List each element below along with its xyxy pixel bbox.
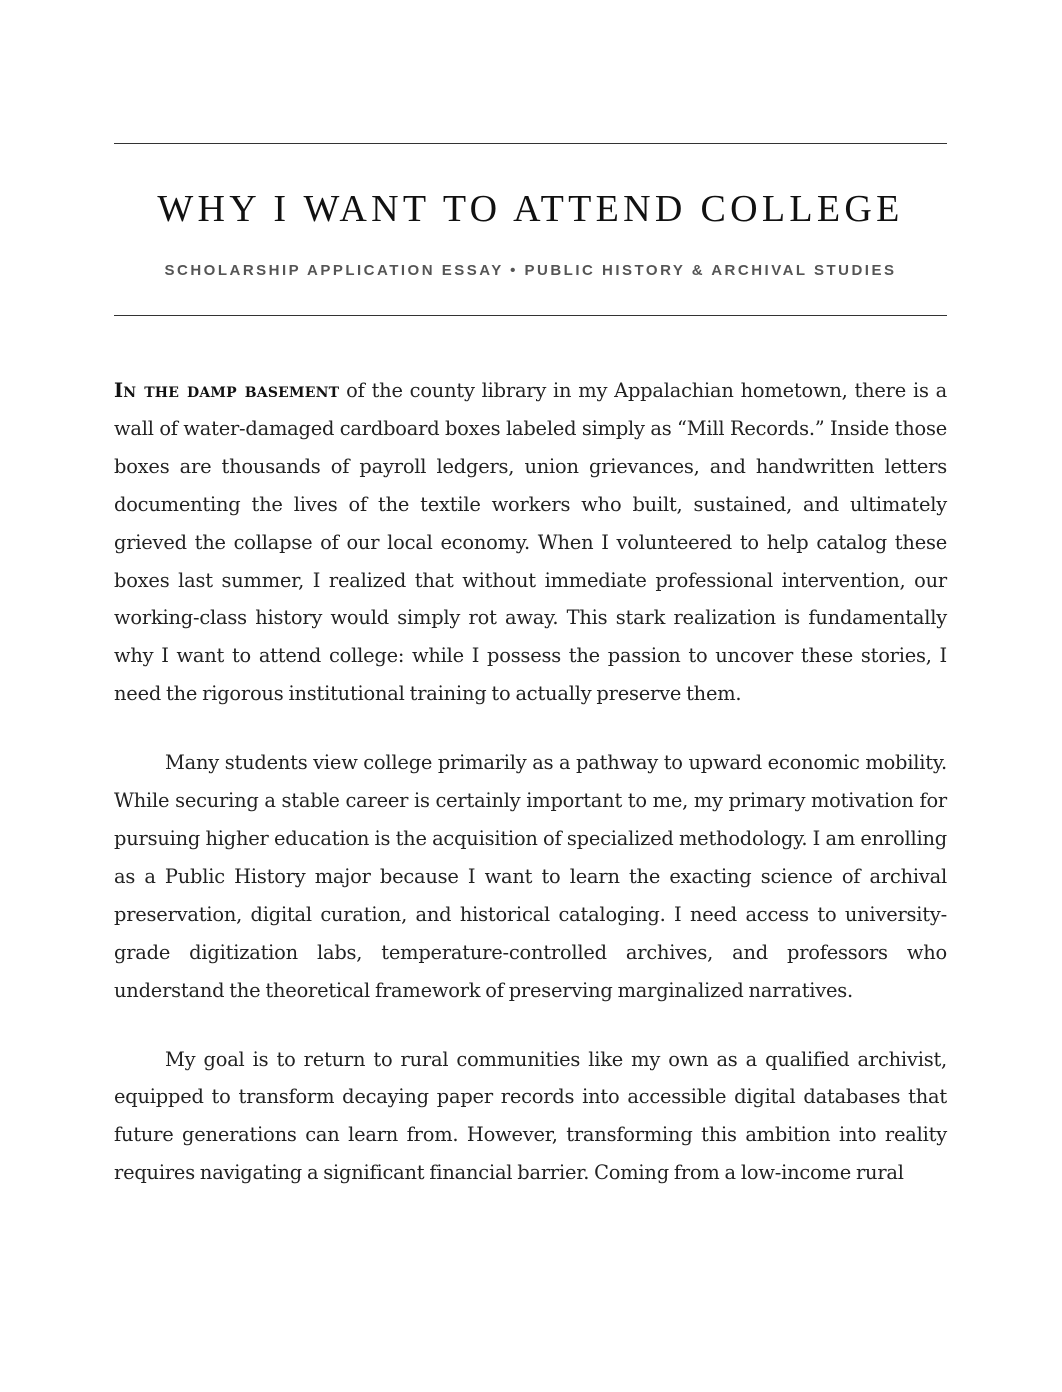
paragraph-2: Many students view college primarily as a pathway to upward economic mobility. While securing a stable career is certainly important to me, my primary motivation for pursuing higher education is the acquisition of specialized methodology. I am enrolling as a Public History major because I want to learn the exacting science of archival preservation, digital curation, and historical cataloging. I need access to university-grade digitization labs, temperature-controlled archives, and professors who understand the theoretical framework of preserving marginalized narratives. [114, 751, 947, 1002]
paragraph-1-lead-in: In the damp basement [114, 379, 340, 402]
header-top-rule [114, 143, 947, 144]
paragraph-3: My goal is to return to rural communities like my own as a qualified archivist, equipped to transform decaying paper records into accessible digital databases that future generations can learn from. However, transforming this ambition into reality requires navigating a significant financial barrier. Coming from a low-income rural [114, 1047, 947, 1185]
paragraph-1 [114, 372, 947, 713]
essay-body [114, 372, 947, 1223]
header-bottom-rule [114, 315, 947, 316]
paragraph-1-text: of the county library in my Appalachian hometown, there is a wall of water-damaged cardboard boxes labeled simply as “Mill Records.” Inside those boxes are thousands of payroll ledgers, union grievances, and handwritten letters documenting the lives of the textile workers who built, sustained, and ultimately grieved the collapse of our local economy. When I volunteered to help catalog these boxes last summer, I realized that without immediate professional intervention, our working-class history would simply rot away. This stark realization is fundamentally why I want to attend college: while I possess the passion to uncover these stories, I need the rigorous institutional training to actually preserve them. [114, 379, 948, 706]
essay-subtitle: SCHOLARSHIP APPLICATION ESSAY • PUBLIC HISTORY & ARCHIVAL STUDIES [164, 262, 897, 279]
essay-title: WHY I WANT TO ATTEND COLLEGE [157, 188, 904, 230]
